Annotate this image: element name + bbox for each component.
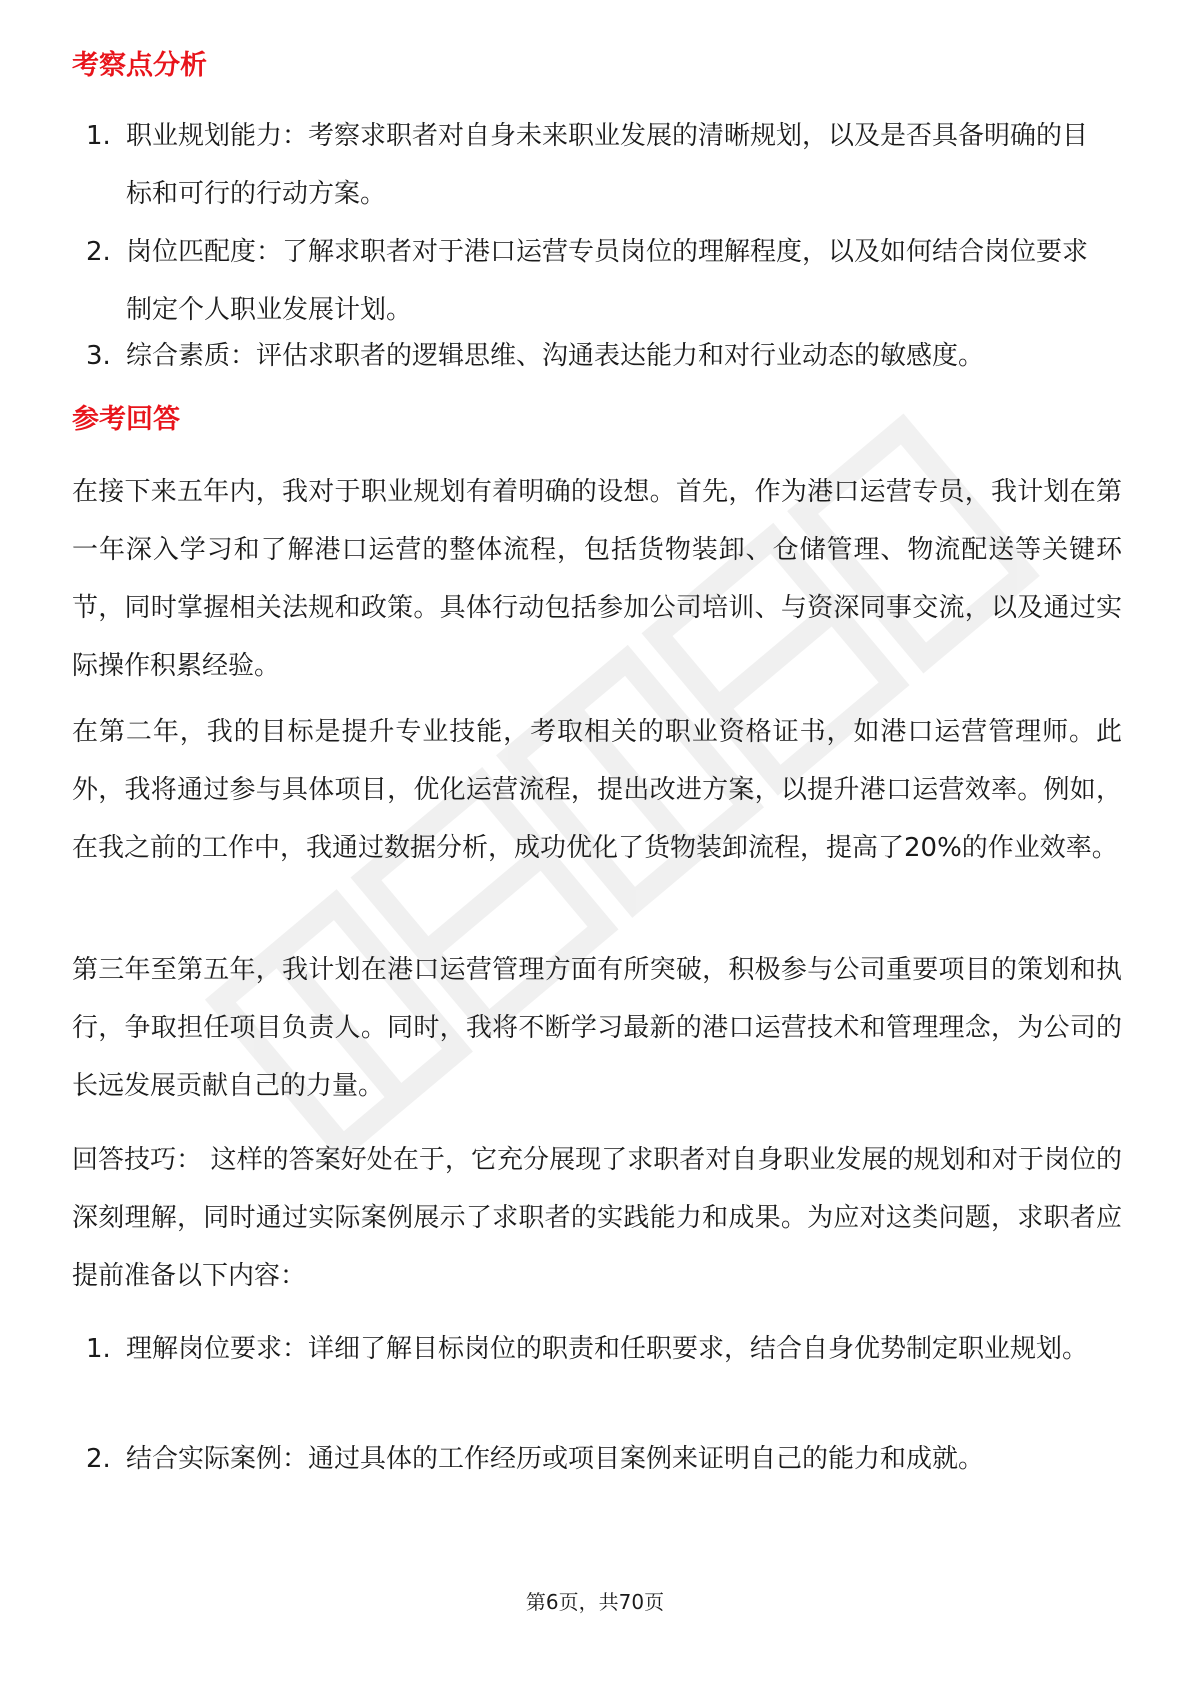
- answer-tips-paragraph: 回答技巧： 这样的答案好处在于，它充分展现了求职者对自身职业发展的规划和对于岗位的深刻理解，同时通过实际案例展示了求职者的实践能力和成果。为应对这类问题，求职者应提前准备以下内容：: [72, 1145, 1122, 1291]
- list-item-text: 职业规划能力：考察求职者对自身未来职业发展的清晰规划，以及是否具备明确的目标和可行的行动方案。: [126, 121, 1089, 209]
- list-item-text: 结合实际案例：通过具体的工作经历或项目案例来证明自己的能力和成就。: [126, 1444, 985, 1474]
- answer-paragraph-3: 第三年至第五年，我计划在港口运营管理方面有所突破，积极参与公司重要项目的策划和执行，争取担任项目负责人。同时，我将不断学习最新的港口运营技术和管理理念，为公司的长远发展贡献自己的力量。: [72, 955, 1122, 1101]
- list-number: 1.: [86, 1334, 111, 1364]
- section-heading-analysis: 考察点分析: [72, 50, 207, 81]
- list-item-text: 综合素质：评估求职者的逻辑思维、沟通表达能力和对行业动态的敏感度。: [126, 341, 985, 371]
- section-heading-reference-answer: 参考回答: [72, 404, 180, 435]
- list-number: 1.: [86, 121, 111, 151]
- answer-paragraph-1: 在接下来五年内，我对于职业规划有着明确的设想。首先，作为港口运营专员，我计划在第一年深入学习和了解港口运营的整体流程，包括货物装卸、仓储管理、物流配送等关键环节，同时掌握相关法规和政策。具体行动包括参加公司培训、与资深同事交流，以及通过实际操作积累经验。: [72, 477, 1122, 681]
- list-number: 2.: [86, 1444, 111, 1474]
- answer-paragraph-2: 在第二年，我的目标是提升专业技能，考取相关的职业资格证书，如港口运营管理师。此外，我将通过参与具体项目，优化运营流程，提出改进方案，以提升港口运营效率。例如，在我之前的工作中，我通过数据分析，成功优化了货物装卸流程，提高了20%的作业效率。: [72, 717, 1122, 863]
- page-footer: 第6页，共70页: [525, 1590, 665, 1614]
- list-number: 2.: [86, 237, 111, 267]
- list-number: 3.: [86, 341, 111, 371]
- list-item-text: 理解岗位要求：详细了解目标岗位的职责和任职要求，结合自身优势制定职业规划。: [126, 1334, 1089, 1364]
- list-item-text: 岗位匹配度：了解求职者对于港口运营专员岗位的理解程度，以及如何结合岗位要求制定个人职业发展计划。: [126, 237, 1089, 325]
